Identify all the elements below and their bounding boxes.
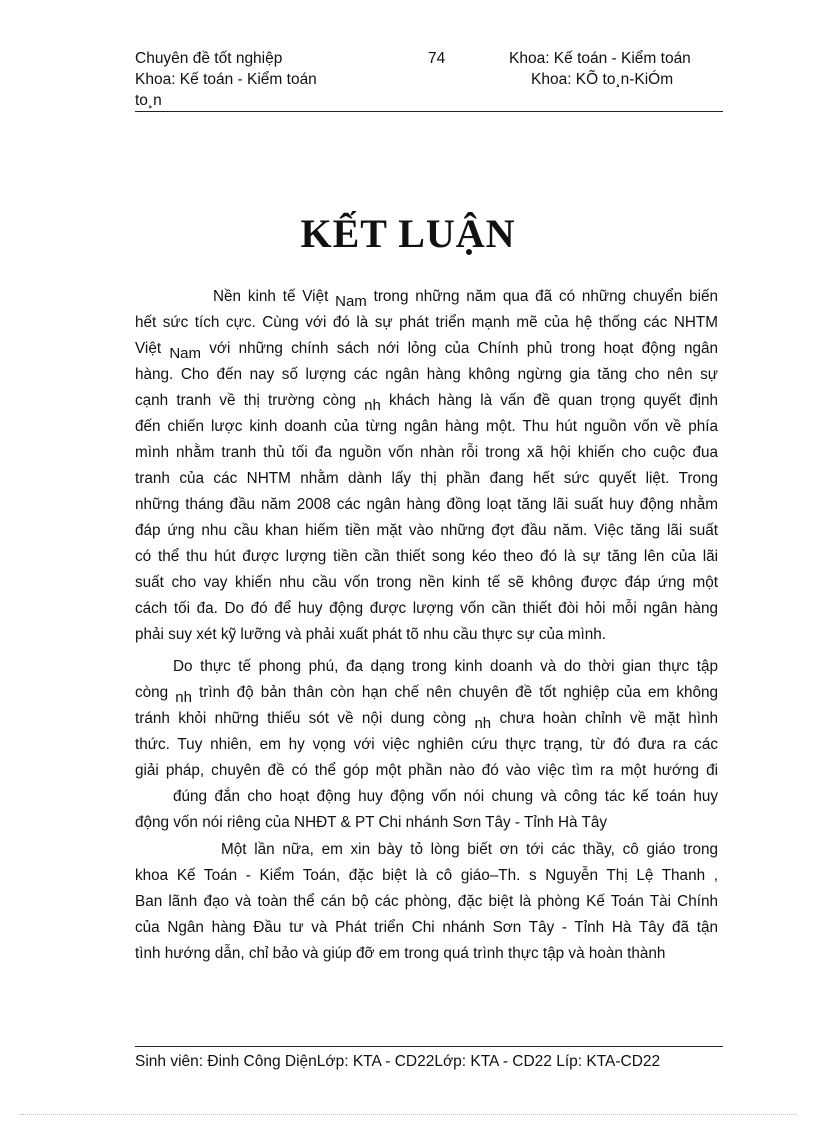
para1-line11: có thể thu hút được lượng tiền cần thiết song kéo theo đó là sự tăng lên của lãi bbox=[135, 548, 718, 565]
para1-line9: những tháng đầu năm 2008 các ngân hàng đồng loạt tăng lãi suất huy động nhằm bbox=[135, 496, 718, 513]
para2-line6: đúng đắn cho hoạt động huy động vốn nói chung và công tác kế toán huy bbox=[173, 788, 718, 805]
page-bottom-dotted-line bbox=[20, 1114, 796, 1115]
paragraph-1 bbox=[135, 284, 718, 648]
para1-line4: hàng. Cho đến nay số lượng các ngân hàng không ngừng gia tăng cho nên sự bbox=[135, 366, 718, 383]
para2-line2: còng nh trình độ bản thân còn hạn chế nên chuyên đề tốt nghiệp của em không bbox=[135, 684, 718, 706]
para3-line4: của Ngân hàng Đầu tư và Phát triển Chi nhánh Sơn Tây - Tỉnh Hà Tây đã tận bbox=[135, 919, 718, 936]
header-right-line2: Khoa: KÕ to¸n-KiÓm bbox=[531, 71, 674, 88]
para1-line2: hết sức tích cực. Cùng với đó là sự phát triển mạnh mẽ của hệ thống các NHTM bbox=[135, 314, 718, 331]
para3-line2: khoa Kế Toán - Kiểm Toán, đặc biệt là cô giáo–Th. s Nguyễn Thị Lệ Thanh , bbox=[135, 867, 718, 884]
para1-line13: cách tối đa. Do đó để huy động được lượng vốn cần thiết đòi hỏi mỗi ngân hàng bbox=[135, 600, 718, 617]
para1-line12: suất cho vay khiến nhu cầu vốn trong nền kinh tế sẽ không được đáp ứng một bbox=[135, 574, 718, 591]
header-left-line2: Khoa: Kế toán - Kiểm toán bbox=[135, 71, 317, 88]
para1-line1: Nền kinh tế Việt Nam trong những năm qua đã có những chuyển biến bbox=[213, 288, 718, 310]
para1-line7: mình nhằm tranh thủ tối đa nguồn vốn nhàn rỗi trong xã hội khiến cho cuộc đua bbox=[135, 444, 718, 461]
para3-line1: Một lần nữa, em xin bày tỏ lòng biết ơn tới các thầy, cô giáo trong bbox=[221, 841, 718, 858]
para1-line6: đến chiến lược kinh doanh của từng ngân hàng một. Thu hút nguồn vốn về phía bbox=[135, 418, 718, 435]
footer-rule bbox=[135, 1046, 723, 1047]
para3-line5: tình hướng dẫn, chỉ bảo và giúp đỡ em trong quá trình thực tập và hoàn thành bbox=[135, 945, 666, 962]
para1-line3: Việt Nam với những chính sách nới lỏng của Chính phủ trong hoạt động ngân bbox=[135, 340, 718, 362]
header-rule bbox=[135, 111, 723, 112]
para3-line3: Ban lãnh đạo và toàn thể cán bộ các phòng, đặc biệt là phòng Kế Toán Tài Chính bbox=[135, 893, 718, 910]
para1-line10: đáp ứng nhu cầu khan hiếm tiền mặt vào những đợt đầu năm. Việc tăng lãi suất bbox=[135, 522, 718, 539]
header-left-line1: Chuyên đề tốt nghiệp bbox=[135, 50, 283, 67]
page-title: KẾT LUẬN bbox=[300, 211, 516, 256]
header-left-line3: to¸n bbox=[135, 92, 162, 109]
para2-line4: thức. Tuy nhiên, em hy vọng với việc nghiên cứu thực trạng, từ đó đưa ra các bbox=[135, 736, 718, 753]
para1-line14: phải suy xét kỹ lưỡng và phải xuất phát tõ nhu cầu thực sự của mình. bbox=[135, 626, 607, 643]
footer-student-info: Sinh viên: Đinh Công DiệnLớp: KTA - CD22Lớp: KTA - CD22 Líp: KTA-CD22 bbox=[135, 1053, 661, 1070]
para2-line3: tránh khỏi những thiếu sót về nội dung còng nh chưa hoàn chỉnh về mặt hình bbox=[135, 710, 719, 732]
para2-line5: giải pháp, chuyên đề có thể góp một phần nào đó vào việc tìm ra một hướng đi bbox=[135, 762, 718, 779]
header-right-line1: Khoa: Kế toán - Kiểm toán bbox=[509, 50, 691, 67]
paragraph-3 bbox=[135, 837, 718, 967]
para1-line8: tranh của các NHTM nhằm dành lấy thị phần đang hết sức quyết liệt. Trong bbox=[135, 470, 718, 487]
para2-line7: động vốn nói riêng của NHĐT & PT Chi nhánh Sơn Tây - Tỉnh Hà Tây bbox=[135, 814, 608, 831]
paragraph-2 bbox=[135, 654, 718, 836]
para2-line1: Do thực tế phong phú, đa dạng trong kinh doanh và do thời gian thực tập bbox=[173, 658, 718, 675]
para1-line5: cạnh tranh về thị trường còng nh khách hàng là vấn đề quan trọng quyết định bbox=[135, 392, 719, 414]
page-number: 74 bbox=[428, 50, 446, 67]
